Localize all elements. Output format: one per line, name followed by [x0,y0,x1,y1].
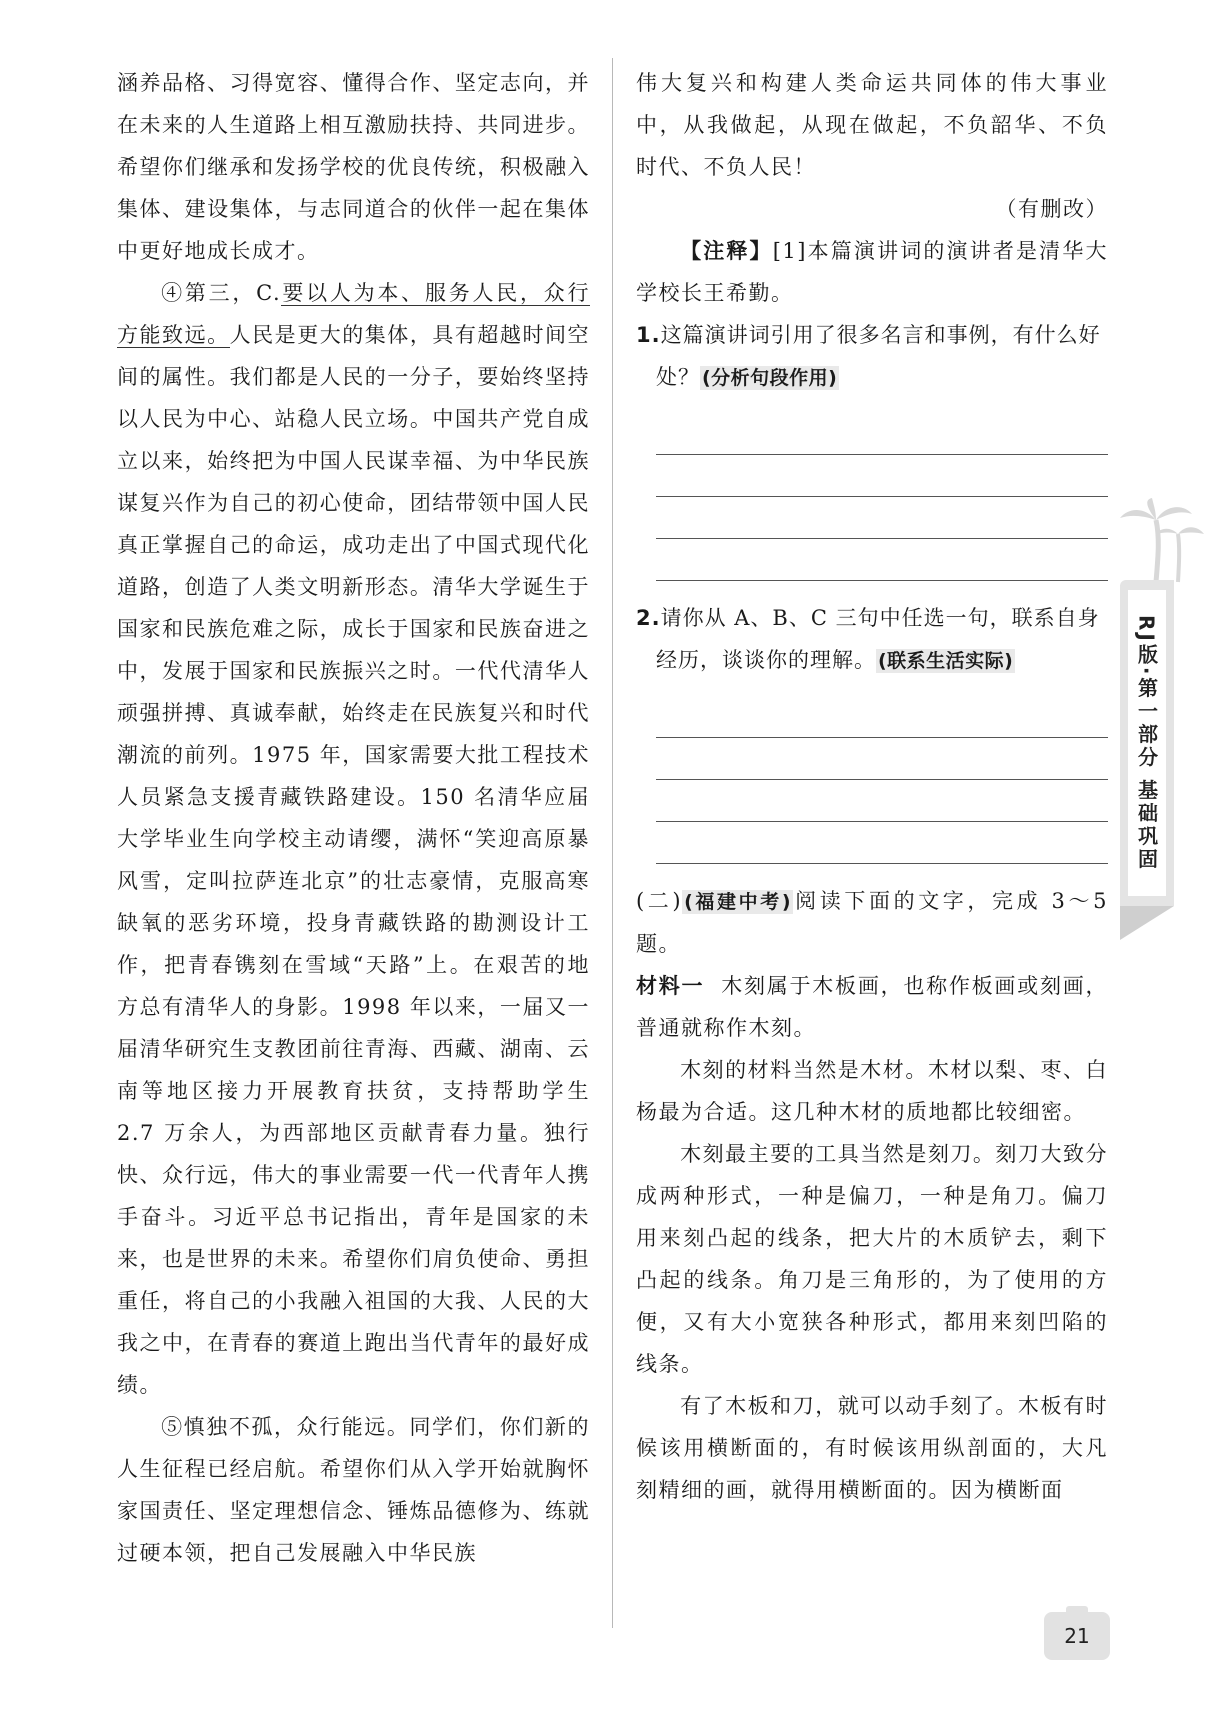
material-1-label: 材料一 [636,974,705,998]
section-heading [636,880,1108,965]
answer-line [656,413,1108,455]
answer-line [656,780,1108,822]
question-1-number: 1. [636,323,661,347]
question-1-text: 这篇演讲词引用了很多名言和事例，有什么好处？ [656,323,1101,389]
material-1-paragraph: 木刻的材料当然是木材。木材以梨、枣、白杨最为合适。这几种木材的质地都比较细密。 [636,1058,1108,1124]
answer-line [656,696,1108,738]
answer-line [656,738,1108,780]
paragraph-4-lead: ④第三，C. [161,281,282,305]
section-number: (二) [636,889,683,913]
question-2 [636,597,1108,682]
paragraph-ending: 伟大复兴和构建人类命运共同体的伟大事业中，从我做起，从现在做起，不负韶华、不负时代、不负人民！ [636,71,1108,179]
right-column [636,62,1108,1511]
question-2-tag: (联系生活实际) [878,650,1014,672]
answer-line [656,539,1108,581]
annotation-label: 【注释】 [680,239,773,263]
annotation-text: [1]本篇演讲词的演讲者是清华大学校长王希勤。 [636,239,1108,305]
paragraph-4 [117,272,590,1406]
paragraph-5: ⑤慎独不孤，众行能远。同学们，你们新的人生征程已经启航。希望你们从入学开始就胸怀家国责任、坚定理想信念、锤炼品德修为、练就过硬本领，把自己发展融入中华民族 [117,1415,590,1565]
answer-area-1[interactable] [656,413,1108,581]
sentence-c-underlined: 要以人为本、服务人民，众行方能致远。 [117,281,590,347]
annotation [636,230,1108,314]
material-1-paragraph: 木刻最主要的工具当然是刻刀。刻刀大致分成两种形式，一种是偏刀，一种是角刀。偏刀用来刻凸起的线条，把大片的木质铲去，剩下凸起的线条。角刀是三角形的，为了使用的方便，又有大小宽狭各种形式，都用来刻凹陷的线条。 [636,1142,1108,1376]
answer-line [656,497,1108,539]
material-1-paragraph: 有了木板和刀，就可以动手刻了。木板有时候该用横断面的，有时候该用纵剖面的，大凡刻精细的画，就得用横断面的。因为横断面 [636,1394,1108,1502]
side-tab-fold [1120,906,1174,940]
left-column [117,62,590,1574]
question-1 [636,314,1108,399]
paragraph-4-body: 人民是更大的集体，具有超越时间空间的属性。我们都是人民的一分子，要始终坚持以人民为中心、站稳人民立场。中国共产党自成立以来，始终把为中国人民谋幸福、为中华民族谋复兴作为自己的初心使命，团结带领中国人民真正掌握自己的命运，成功走出了中国式现代化道路，创造了人类文明新形态。清华大学诞生于国家和民族危难之际，成长于国家和民族奋进之中，发展于国家和民族振兴之时。一代代清华人顽强拼搏、真诚奉献，始终走在民族复兴和时代潮流的前列。1975 年，国家需要大批工程技术人员紧急支援青藏铁路建设。150 名清华应届大学毕业生向学校主动请缨，满怀“笑迎高原暴风雪，定叫拉萨连北京”的壮志豪情，克服高寒缺氧的恶劣环境，投身青藏铁路的勘测设计工作，把青春镌刻在雪域“天路”上。在艰苦的地方总有清华人的身影。1998 年以来，一届又一届清华研究生支教团前往青海、西藏、湖南、云南等地区接力开展教育扶贫，支持帮助学生 2.7 万余人，为西部地区贡献青春力量。独行快、众行远，伟大的事业需要一代一代青年人携手奋斗。习近平总书记指出，青年是国家的未来，也是世界的未来。希望你们肩负使命、勇担重任，将自己的小我融入祖国的大我、人民的大我之中，在青春的赛道上跑出当代青年的最好成绩。 [117,323,590,1397]
answer-line [656,822,1108,864]
column-divider [612,58,613,1628]
section-instruction: 阅读下面的文字，完成 3～5 题。 [636,889,1108,956]
page-number: 21 [1044,1612,1110,1660]
section-source-tag: (福建中考) [684,891,792,913]
question-2-text: 请你从 A、B、C 三句中任选一句，联系自身经历，谈谈你的理解。 [656,606,1100,672]
answer-area-2[interactable] [656,696,1108,864]
paragraph-continued: 涵养品格、习得宽容、懂得合作、坚定志向，并在未来的人生道路上相互激励扶持、共同进步。希望你们继承和发扬学校的优良传统，积极融入集体、建设集体，与志同道合的伙伴一起在集体中更好地成长成才。 [117,71,590,263]
question-1-tag: (分析句段作用) [702,367,838,389]
answer-line [656,455,1108,497]
question-2-number: 2. [636,606,661,630]
material-1-text: 木刻属于木板画，也称作板画或刻画，普通就称作木刻。 [636,974,1108,1040]
material-1-intro [636,965,1108,1049]
side-tab-label: RJ版·第一部分 基础巩固 [1134,614,1159,872]
source-note: （有删改） [995,197,1108,221]
section-side-tab [1120,580,1174,906]
palm-tree-icon [1116,498,1206,584]
